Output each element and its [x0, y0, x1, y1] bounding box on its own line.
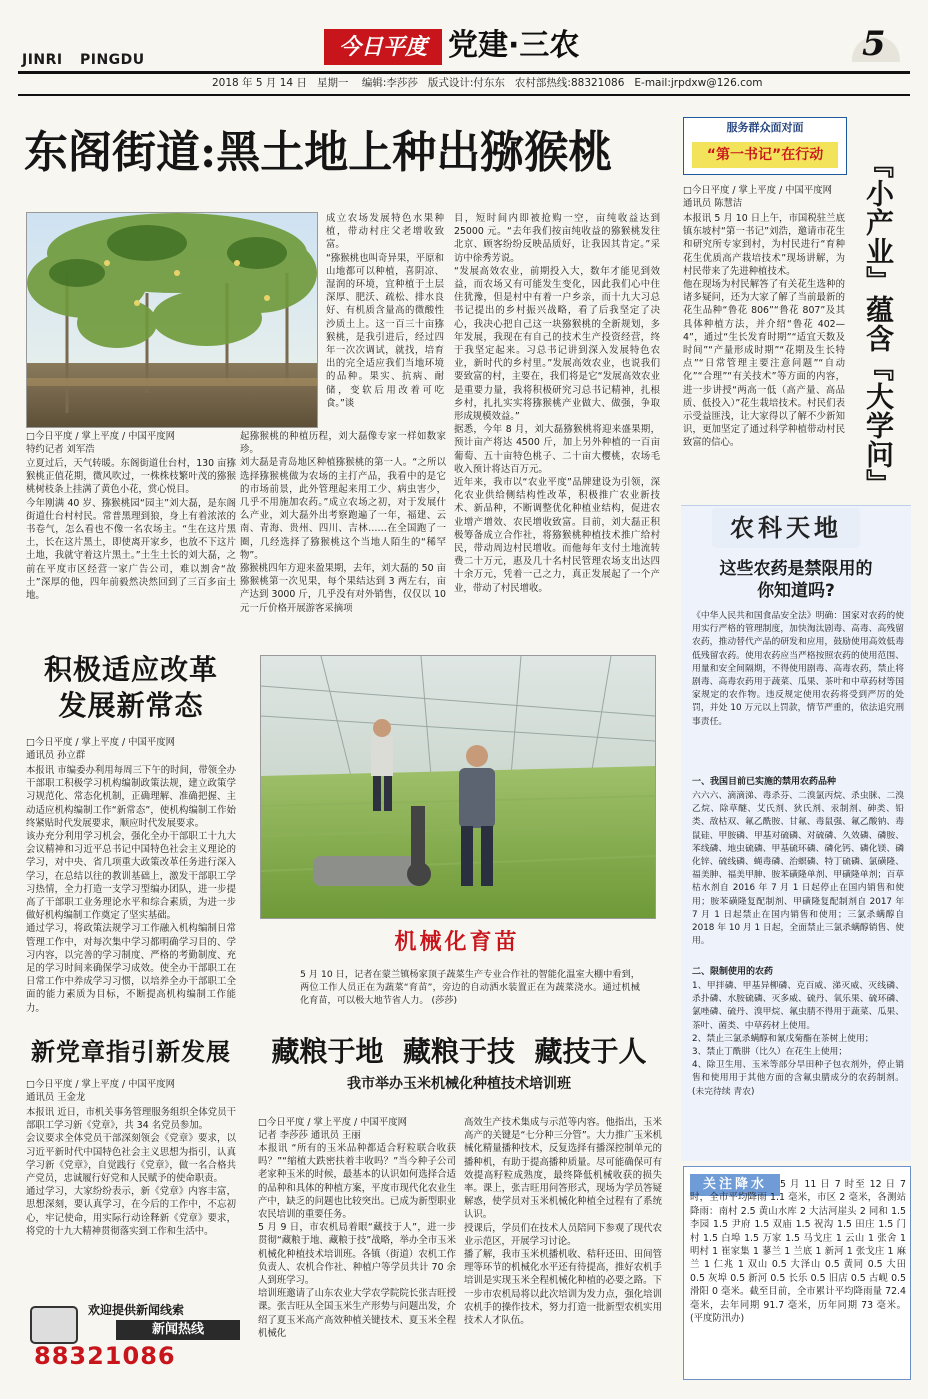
lead-body-col3: 目，短时间内即被抢购一空，亩纯收益达到 25000 元。“去年我们按亩纯收益的猕猴桃发往北京、顾客纷纷反映品质好，让我因其肯定。”采访中徐秀芳说。 “发展高效农业，前期投入大，数年才能见到效益，而农场又有可能发生变化，因此我们心中住住犹豫，但是村中有着一户乡亲，而十九大习总书记提出的乡村振兴战略，看了后我坚定了决心，我决心把自己这一块猕猴桃的全新规划，多年发展，我现在有自己的技术生产投资经营，终于我坚定起来。习总书记讲到深入发展特色农业，新时代的乡村里。”发展高效农业，也说我们要致富的村，主要在，我们将是它“发展高效农业是重要力量，我将积极研究习总书记精神，扎根乡村，扎扎实实将猕猴桃产业做大、做强，争取形成规模效益。” 据悉，今年 8 月，刘大磊猕猴桃将迎来盛果期，预计亩产将达 4500 斤，加上另外种植的一百亩葡萄、五十亩特色桃子、二十亩大樱桃，农场毛收入预计将达百万元。 近年来，我市以“农业平度”品牌建设为引领，深化农业供给侧结构性改革，积极推广农业新技术、新品种，不断调整优化种植业结构，促进农业增产增效、农民增收致富。目前，刘大磊正积极筹备成立合作社，将猕猴桃种植技术推广给村民，带动周边村民增收。而他每年支付土地流转费二十万元，惠及几十名村民管理农场支出达四十余万元，凭着一己之力，真正发展起了一个产业，带动了村民增收。	[454, 213, 660, 594]
nongke-headline-2: 你知道吗?	[757, 581, 835, 601]
gaige-headline-1: 积极适应改革	[43, 653, 218, 686]
greenhouse-illustration	[261, 656, 655, 918]
nongke-section2-title: 二、限制使用的农药	[692, 967, 774, 977]
masthead-top-rule	[18, 71, 910, 74]
masthead-bottom-rule	[18, 94, 910, 96]
cangliang-body-col1: 本报讯 “所有的玉米品种都适合籽粒联合收获吗？”“缩植大跌密扶着丰收吗？”当今种子公司老家种玉米的时候，最基本的认识如何选择合适的品种和具体的种植方案，平度市现代化农业生产中，缺乏的问题也比较突出。已成为新型职业农民培训的重要任务。 5 月 9 日，市农机局着眼“藏技于人”，进一步贯彻“藏粮于地、藏粮于技”战略，举办全市玉米机械化种植技术培训班。各镇（街道）农机工作负责人、农机合作社、种植户等学员共计 70 余人到班学习。 培训班邀请了山东农业大学农学院院长张吉旺授课。张吉旺从全国玉米生产形势与问题出发，介绍了夏玉米高产高效种植关键技术、夏玉米全程机械化	[258, 1143, 456, 1339]
cangliang-subheadline: 我市举办玉米机械化种植技术培训班	[347, 1076, 571, 1092]
sidebar-vertical-title: 『小产业』蕴含『大学问』	[862, 150, 895, 498]
weather-body: 5 月 11 日 7 时至 12 日 7 时，全市平均降雨 1.1 毫米，市区 2 毫米，各测站降雨：南村 2.5 黄山水库 2 大沽河崖头 2 同和 1.5 李园 1.5 尹府 1.5 双庙 1.5 祝沟 1.5 田庄 1.5 门村 1.5 白埠 1.5 万家 1.5 马戈庄 1 云山 1 张舍 1 明村 1 崔家集 1 蓼兰 1 兰底 1 新河 1 张戈庄 1 麻兰 1 仁兆 1 双山 0.5 大泽山 0.5 黄同 0.5 大田 0.5 灰埠 0.5 新河 0.5 长乐 0.5 旧店 0.5 古岘 0.5 滑阳 0 毫米。截至目前，全市累计平均降雨量 72.4 毫米，去年同期 91.7 毫米，历年同期 73 毫米。 (平度防汛办)	[690, 1179, 906, 1325]
masthead	[0, 0, 928, 100]
info-line: 2018 年 5 月 14 日 星期一 编辑:李莎莎 版式设计:付东东 农村部热线:88321086 E-mail:jrpdxw@126.com	[212, 77, 763, 89]
dangzhang-byline: □今日平度 / 掌上平度 / 中国平度网 通讯员 王金龙	[26, 1079, 175, 1103]
lead-headline: 东阁街道:黑土地上种出猕猴桃	[24, 127, 613, 178]
hotline-welcome: 欢迎提供新闻线索	[88, 1303, 185, 1317]
hotline-number: 88321086	[34, 1342, 176, 1370]
nongke-intro: 《中华人民共和国食品安全法》明确：国家对农药的使用实行严格的管理制度，加快淘汰剧毒、高毒、高残留农药，推动替代产品的研发和应用，鼓励使用高效低毒低残留农药。使用农药应当严格按照农药的使用范围、用量和安全间隔期，不得使用剧毒、高毒农药，禁止将剧毒、高毒农药用于蔬菜、瓜果、茶叶和中草药材等国家规定的农作物。违反规定使用农药将受到严厉的处罚，并处 10 万元以上罚款，情节严重的，依法追究刑事责任。	[692, 611, 904, 727]
banner-top-text: 服务群众面对面	[726, 121, 804, 134]
greenhouse-photo	[260, 655, 656, 919]
cangliang-headline: 藏粮于地 藏粮于技 藏技于人	[271, 1035, 647, 1068]
lead-body-col2a: 成立农场发展特色水果种植，带动村庄父老增收致富。 “猕猴桃也叫奇异果，平原和山地都可以种植，喜阴凉、湿润的环境，宜种植于土层深厚、肥沃、疏松、排水良好、有机质含量高的微酸性沙质土上。这一百三十亩猕猴桃，是我引进后，经过四年一次次调试，就找，培育出的完全适应我们当地环境的品种。果实、抗病、耐储，变软后用改着可吃食。”谈	[326, 213, 444, 409]
dangzhang-body: 本报讯 近日，市机关事务管理服务组织全体党员干部职工学习新《党章》，共 34 名党员参加。 会议要求全体党员干部深刻领会《党章》要求，以习近平新时代中国特色社会主义思想为指引，认真学习新《党章》，自觉践行《党章》，做一名合格共产党员，忠诚履行好党和人民赋予的使命职责。 通过学习，大家纷纷表示，新《党章》内容丰富，思想深刻，要认真学习，在今后的工作中，不忘初心，牢记使命，用实际行动诠释新《党章》要求，将党的十九大精神贯彻落实到工作和生活中。	[26, 1107, 236, 1237]
gaige-byline: □今日平度 / 掌上平度 / 中国平度网 通讯员 孙立群	[26, 737, 175, 761]
photo-title: 机械化育苗	[394, 930, 520, 955]
phone-icon	[30, 1306, 78, 1344]
sidebar-byline: □今日平度 / 掌上平度 / 中国平度网 通讯员 陈慧洁	[683, 185, 832, 209]
section-title: 党建·三农	[448, 28, 580, 63]
nongke-headline-1: 这些农药是禁限用的	[719, 559, 873, 579]
photo-caption: 5 月 10 日，记者在蒙兰镇杨家顶子蔬菜生产专业合作社的智能化温室大棚中看到，两位工作人员正在为蔬菜“育苗”，旁边的自动洒水装置正在为蔬菜浇水。通过机械化育苗，可以极大地节省人力。 (莎莎)	[300, 969, 640, 1007]
nongke-section2-body: 1、甲拌磷、甲基异柳磷、克百威、涕灭威、灭线磷、杀扑磷、水胺硫磷、灭多威、硫丹、氧乐果、硫环磷、氯唑磷、硫丹、溴甲烷、氟虫腈不得用于蔬菜、瓜果、茶叶、菌类、中草药材上使用。 2、禁止三氯杀螨醇和氰戊菊酯在茶树上使用； 3、禁止丁酰肼（比久）在花生上使用； 4、除卫生用、玉米等部分旱田种子包衣剂外，停止销售和使用用于其他方面的含氟虫腈成分的农药制剂。 (未完待续 青农)	[692, 981, 904, 1097]
nongke-banner: 农科天地	[712, 508, 860, 548]
lead-byline: □今日平度 / 掌上平度 / 中国平度网 特约记者 刘军浩	[26, 431, 175, 455]
sidebar-body: 本报讯 5 月 10 日上午，市国税驻兰底镇东坡村“第一书记”刘浩，邀请市花生和研究所专家到村，为村民进行“育种花生优质高产栽培技术”现场讲解，为村民带来了先进种植技术。 他在现场为村民解答了有关花生选种的诸多疑问，还为大家了解了当前最新的花生品种“鲁花 806”“鲁花 807”及其具体种植方法，并介绍“鲁花 402—4”，通过“生长发育时期”“适宜天数及时间”“产量形成时期”“花期及生长特点”“日常管理主要注意问题”“自动化”“合理”“有关技术”等方面的内容，进一步讲授“两高一低（高产量、高品质、低投入）”花生栽培技术。村民们表示受益匪浅，让大家得以了解不少新知识，更加坚定了通过科学种植带动村民致富的信心。	[683, 213, 845, 449]
hotline-ad	[26, 1300, 226, 1370]
kiwi-orchard-photo	[26, 212, 318, 428]
lead-body-col1: 立夏过后，天气转暖。东阁街道仕台村，130 亩猕猴桃正值花期，微风吹过，一株株枝繁叶茂的猕猴桃树枝条上挂满了黄色小花，赏心悦目。 今年刚满 40 岁、猕猴桃园“园主”刘大磊，是东阁街道仕台村村民。常普黑理到狼，身上有着浓浓的书卷气，怎么看也不像一名农场主。“生在这片黑土，长在这片黑土，即使离开家乡，也放不下这片土地，我就守着这片黑土。”土生土长的刘大磊，之前在平度市区经营一家广告公司，难以割舍“故土”深厚的他，四年前毅然决然回到了三百多亩土地。	[26, 458, 236, 602]
dangzhang-headline: 新党章指引新发展	[31, 1038, 231, 1066]
banner-main-text: “第一书记”在行动	[692, 142, 838, 168]
kiwi-orchard-illustration	[27, 213, 317, 427]
gaige-headline-2: 发展新常态	[58, 689, 204, 722]
cangliang-body-col2: 高效生产技术集成与示范等内容。他指出，玉米高产的关键是“七分种三分管”。大力推广玉米机械化精量播种技术，反复选择有播深控制单元的播种机，有助于提高播种质量。尽可能确保可有效提高籽粒成熟度，最终降低机械收获的损失率。课上，张吉旺用问答形式，现场为学员答疑解惑，使学员对玉米机械化种植全过程有了系统认识。 授课后，学员们在技术人员陪同下参观了现代农业示范区，开展学习讨论。 播了解，我市玉米机播机收、秸秆还田、田间管理等环节的机械化水平还有待提高，推好农机手培训是实现玉米全程机械化种植的必要之路。下一步市农机局将以此次培训为发力点，强化培训农机手的操作技术，努力打造一批新型农机实用技术人才队伍。	[464, 1117, 662, 1327]
cangliang-byline: □今日平度 / 掌上平度 / 中国平度网 记者 李莎莎 通讯员 王丽	[258, 1117, 407, 1141]
page-number: 5	[862, 24, 886, 64]
gaige-body: 本报讯 市编委办利用每周三下午的时间，带领全办干部职工积极学习机构编制政策法规，建立政策学习规范化、常态化机制，正确理解、准确把握、主动适应机构编制工作“新常态”，使机构编制工作始终紧贴时代发展要求，顺应时代发展要求。 该办充分利用学习机会，强化全办干部职工十九大会议精神和习近平总书记中国特色社会主义理论的学习，对中央、省几项重大政策改革任务进行深入学习，在总结以往的教训基础上，激发干部职工学习热情，全力打造一支学习型编办团队，进一步提高了干部职工业务理论水平和综合素质，为进一步做好机构编制工作奠定了坚实基础。 通过学习，将政策法规学习工作融入机构编制日常管理工作中，对每次集中学习都明确学习目的、学习内容，以完善的学习制度、严格的考勤制度、充足的学习时间来确保学习成效。使全办干部职工在日常工作中养成学习习惯，以培养全办干部职工全面的能力素质为目标，不断提高机构编制工作能力。	[26, 765, 236, 1014]
pinyin-left: JINRI	[22, 52, 63, 68]
first-secretary-banner	[683, 117, 847, 175]
paper-logo: 今日平度	[324, 29, 442, 65]
nongke-section1-title: 一、我国目前已实施的禁用农药品种	[692, 777, 837, 787]
pinyin-right: PINGDU	[80, 52, 145, 68]
hotline-label: 新闻热线	[116, 1320, 240, 1340]
weather-banner: 关注降水	[690, 1174, 780, 1196]
lead-body-col2b: 起猕猴桃的种植历程，刘大磊像专家一样如数家珍。 刘大磊是青岛地区种植猕猴桃的第一人。“之所以选择猕猴桃做为农场的主打产品，我看中的是它的市场前景，此外管理起来用工少、病虫害少，几乎不用施加农药。”成立农场之初，对于发展什么产业，刘大磊外出考察跑遍了一年，福建、云南、青海、贵州、四川、吉林……在全国跑了一圈，几经选择了猕猴桃这个当地人陌生的“稀罕物”。 猕猴桃四年方迎来盈果期，去年，刘大磊的 50 亩猕猴桃第一次见果，每个果结达到 3 两左右，亩产达到 3000 斤，几乎没有对外销售，仅仅以 10 元一斤价格开展游客采摘项	[240, 431, 446, 614]
nongke-section1-body: 六六六、滴滴涕、毒杀芬、二溴氯丙烷、杀虫脒、二溴乙烷、除草醚、艾氏剂、狄氏剂、汞制剂、砷类、铅类、敌枯双、氟乙酰胺、甘氟、毒鼠强、氟乙酸钠、毒鼠硅、甲胺磷、甲基对硫磷、对硫磷、久效磷、磷胺、苯线磷、地虫硫磷、甲基硫环磷、磷化钙、磷化镁、磷化锌、硫线磷、蝇毒磷、治螟磷、特丁硫磷、氯磺隆、福美胂、福美甲胂、胺苯磺隆单剂、甲磺隆单剂；百草枯水剂自 2016 年 7 月 1 日起停止在国内销售和使用；胺苯磺隆复配制剂、甲磺隆复配制剂自 2017 年 7 月 1 日起禁止在国内销售和使用；三氯杀螨醇自 2018 年 10 月 1 日起，全面禁止三氯杀螨醇销售、使用。	[692, 791, 904, 947]
